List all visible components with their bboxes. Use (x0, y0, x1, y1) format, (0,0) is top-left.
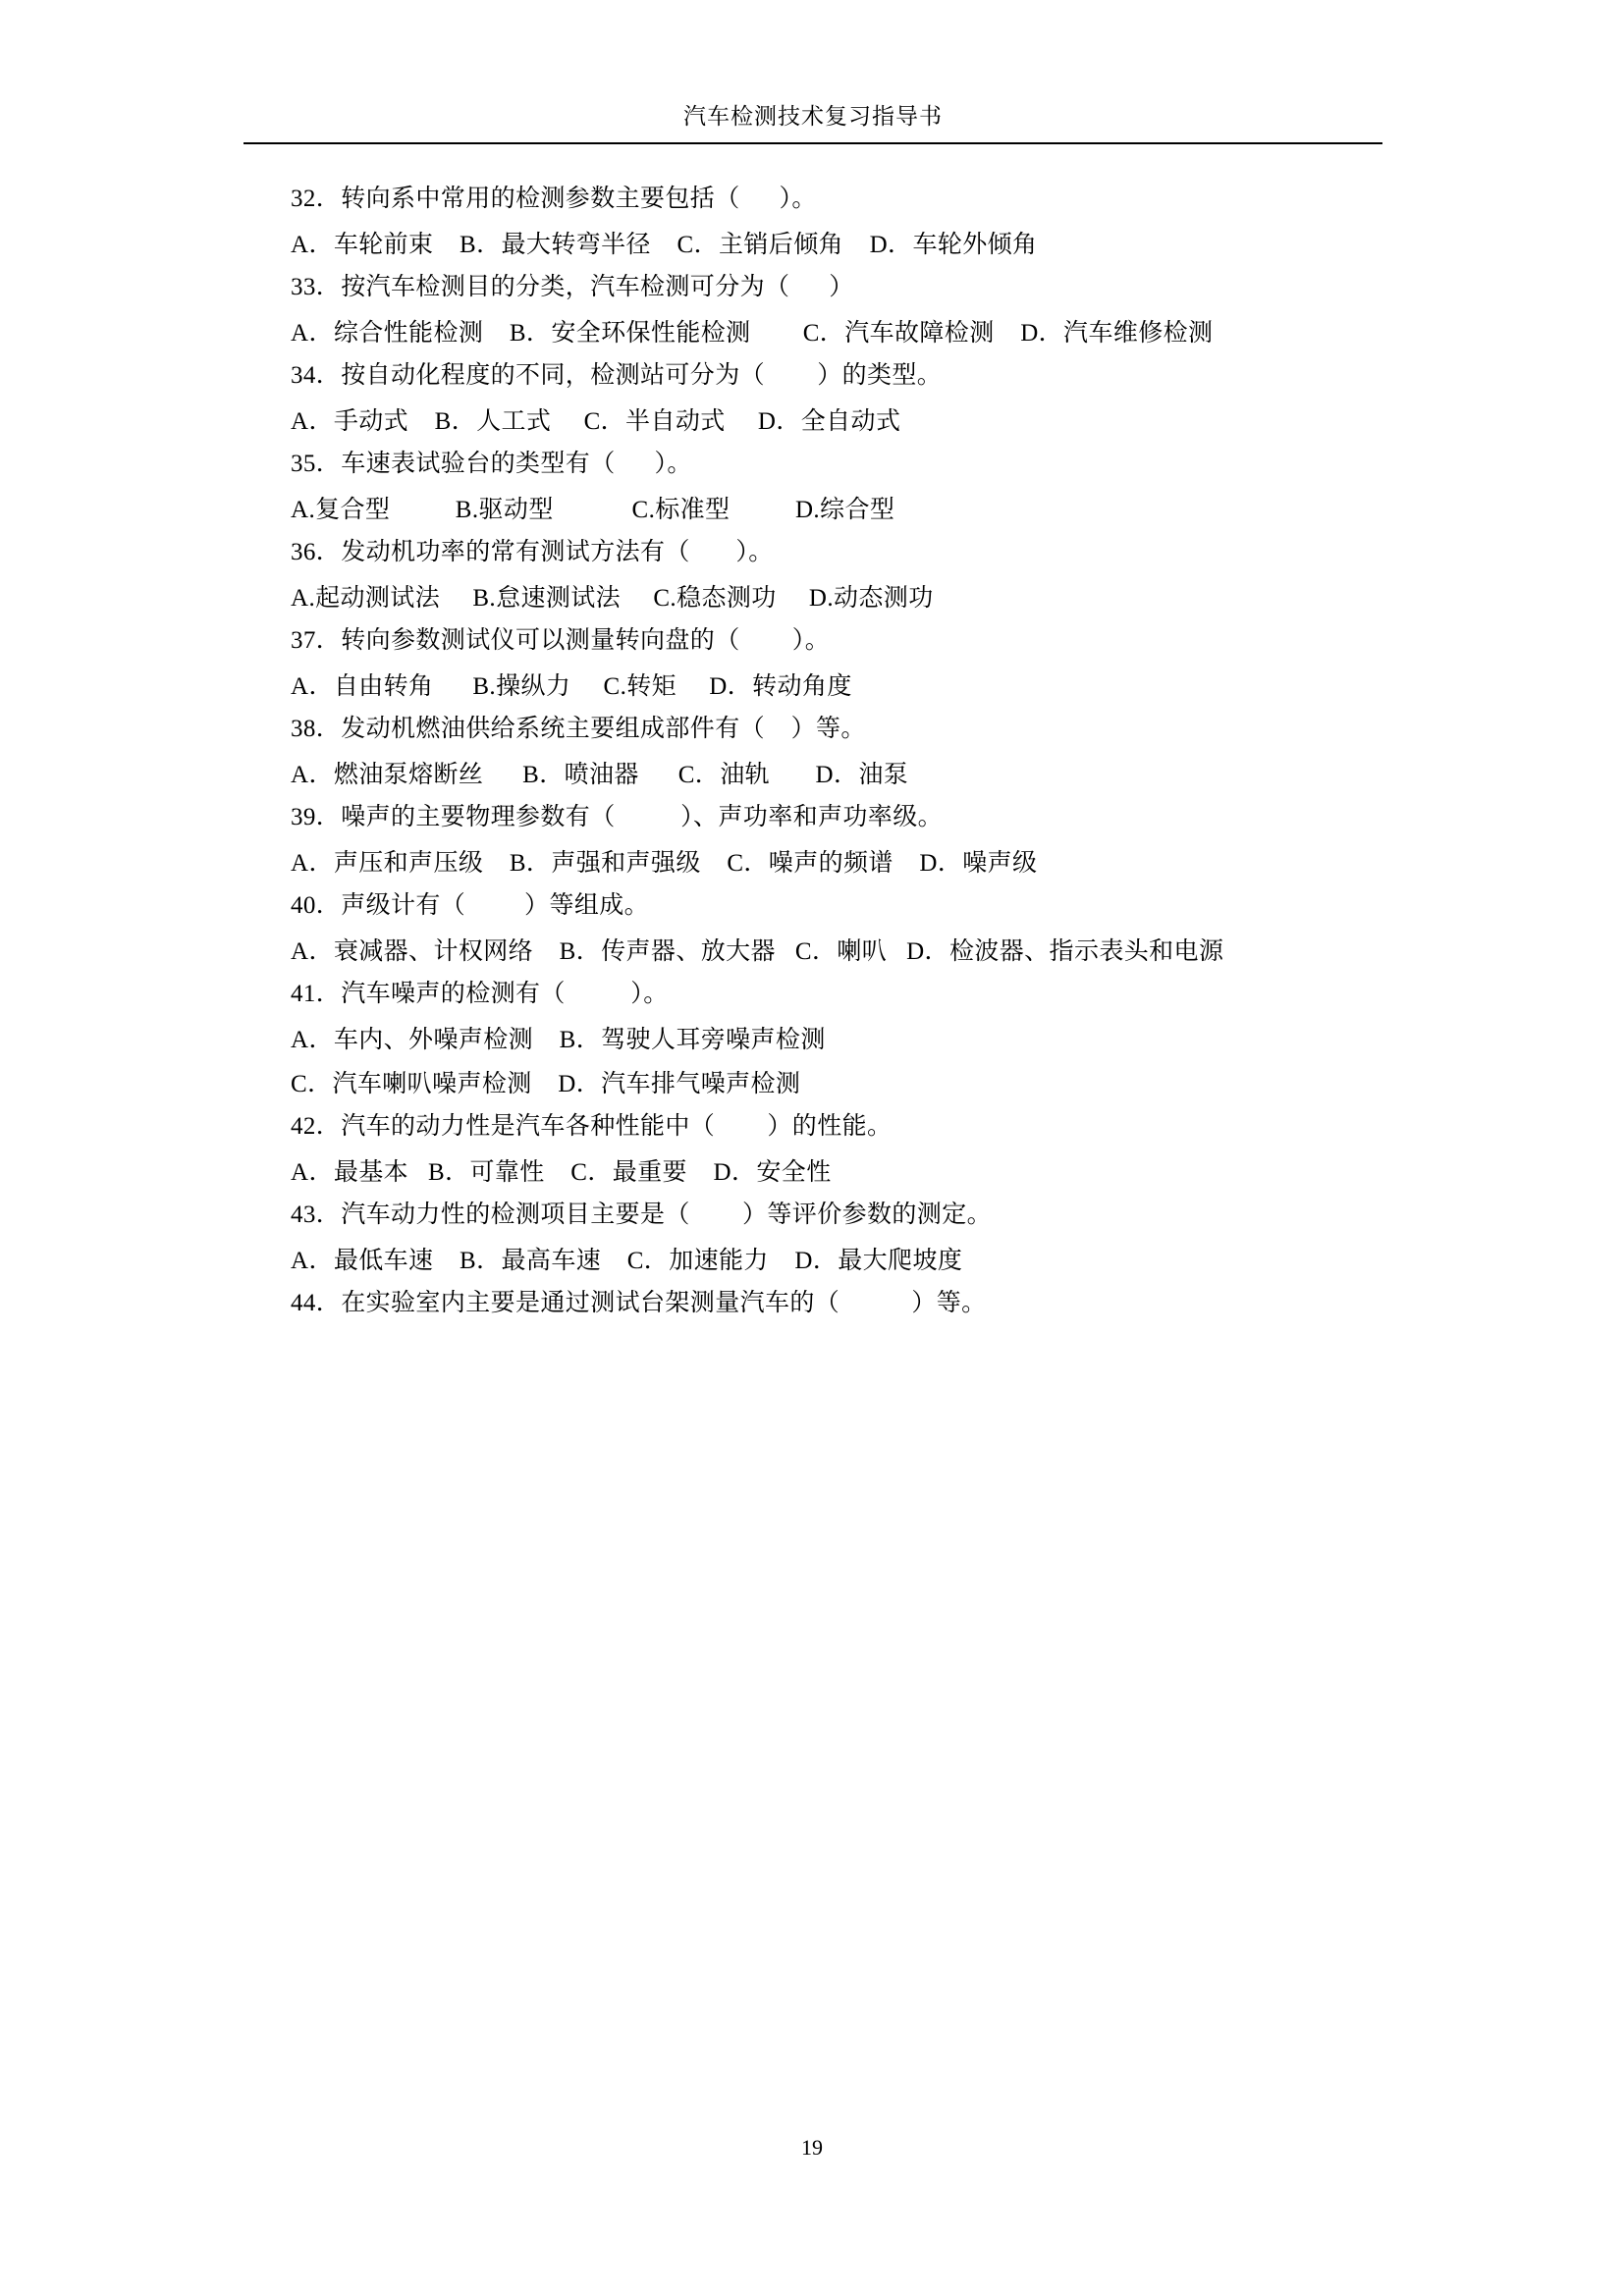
question-options: A．最低车速 B．最高车速 C．加速能力 D．最大爬坡度 (291, 1248, 963, 1274)
header-divider (244, 142, 1382, 144)
question-options: A．综合性能检测 B．安全环保性能检测 C．汽车故障检测 D．汽车维修检测 (291, 320, 1214, 347)
page-number: 19 (801, 2135, 823, 2160)
question-item (291, 717, 1390, 787)
question-options: A．车轮前束 B．最大转弯半径 C．主销后倾角 D．车轮外倾角 (291, 232, 1038, 258)
question-options: A．手动式 B．人工式 C．半自动式 D．全自动式 (291, 408, 901, 435)
question-item (291, 1114, 1390, 1185)
question-options: A.复合型 B.驱动型 C.标准型 D.综合型 (291, 497, 895, 523)
question-stem: 37．转向参数测试仪可以测量转向盘的（ ）。 (291, 627, 831, 654)
question-options: A．自由转角 B.操纵力 C.转矩 D．转动角度 (291, 673, 852, 700)
question-item (291, 363, 1390, 434)
question-options: A．燃油泵熔断丝 B．喷油器 C．油轨 D．油泵 (291, 762, 909, 788)
question-item (291, 982, 1390, 1096)
page-header-title: 汽车检测技术复习指导书 (683, 104, 943, 129)
question-options: A．衰减器、计权网络 B．传声器、放大器 C．喇叭 D．检波器、指示表头和电源 (291, 938, 1224, 965)
question-item (291, 628, 1390, 699)
question-item (291, 275, 1390, 346)
question-options: C．汽车喇叭噪声检测 D．汽车排气噪声检测 (291, 1071, 801, 1097)
question-stem: 43．汽车动力性的检测项目主要是（ ）等评价参数的测定。 (291, 1201, 993, 1228)
question-stem: 34．按自动化程度的不同，检测站可分为（ ）的类型。 (291, 362, 943, 389)
question-options: A.起动测试法 B.怠速测试法 C.稳态测功 D.动态测功 (291, 585, 934, 612)
question-item (291, 1291, 1390, 1315)
question-options: A．声压和声压级 B．声强和声强级 C．噪声的频谱 D．噪声级 (291, 850, 1038, 877)
question-item (291, 805, 1390, 876)
question-stem: 38．发动机燃油供给系统主要组成部件有（ ）等。 (291, 716, 866, 742)
question-stem: 32．转向系中常用的检测参数主要包括（ ）。 (291, 186, 817, 212)
question-stem: 33．按汽车检测目的分类，汽车检测可分为（ ） (291, 274, 854, 300)
question-stem: 44．在实验室内主要是通过测试台架测量汽车的（ ）等。 (291, 1290, 987, 1316)
question-stem: 40．声级计有（ ）等组成。 (291, 892, 650, 919)
question-item (291, 187, 1390, 257)
question-list (291, 187, 1390, 1337)
question-stem: 39．噪声的主要物理参数有（ ）、声功率和声功率级。 (291, 804, 944, 830)
question-options: A．车内、外噪声检测 B．驾驶人耳旁噪声检测 (291, 1027, 826, 1053)
question-stem: 35．车速表试验台的类型有（ ）。 (291, 451, 692, 477)
question-item (291, 452, 1390, 522)
question-stem: 36．发动机功率的常有测试方法有（ ）。 (291, 539, 774, 565)
question-item (291, 893, 1390, 964)
question-options: A．最基本 B．可靠性 C．最重要 D．安全性 (291, 1159, 832, 1186)
question-item (291, 1202, 1390, 1273)
question-stem: 42．汽车的动力性是汽车各种性能中（ ）的性能。 (291, 1113, 893, 1140)
question-item (291, 540, 1390, 611)
question-stem: 41．汽车噪声的检测有（ ）。 (291, 981, 669, 1007)
